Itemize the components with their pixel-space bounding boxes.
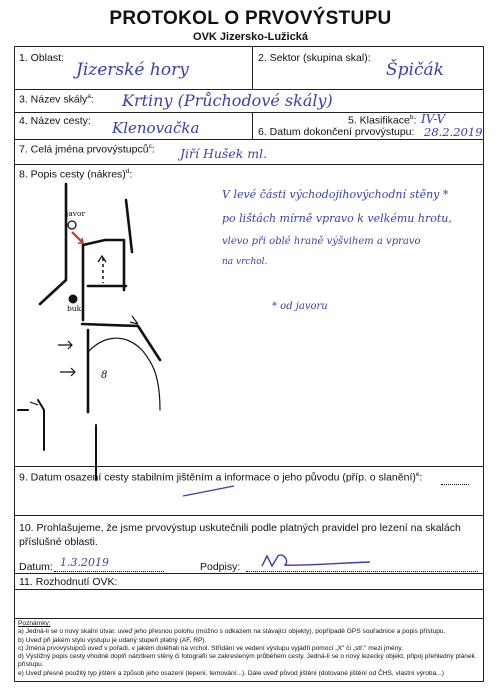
klasifikace-value[interactable]: IV-V bbox=[421, 112, 446, 126]
datum-dokonceni-value[interactable]: 28.2.2019 bbox=[424, 125, 483, 139]
sketch-passage-top bbox=[82, 324, 160, 360]
podpisy-label: Podpisy: bbox=[200, 561, 241, 573]
page-subtitle: OVK Jizersko-Lužická bbox=[193, 31, 308, 43]
jmena-value[interactable]: Jiří Hušek ml. bbox=[180, 146, 268, 161]
sketch-rock-edge bbox=[126, 200, 132, 252]
popis-line-3[interactable]: vlevo při oblé hraně výšvihem a vpravo bbox=[222, 236, 421, 247]
osazeni-label: 9. Datum osazení cesty stabilním jištěním a informace o jeho původu (příp. o slanění)$^e$: bbox=[19, 471, 423, 484]
sketch-rock-outline bbox=[83, 240, 124, 320]
popis-line-4[interactable]: na vrchol. bbox=[222, 257, 268, 267]
sketch-route-arrow bbox=[72, 232, 82, 242]
sektor-value[interactable]: Špičák bbox=[386, 60, 444, 80]
popis-label: 8. Popis cesty (nákres)$^d$: bbox=[19, 168, 133, 181]
sketch-label-javor: javor bbox=[66, 209, 86, 218]
osazeni-dash-mark bbox=[183, 486, 234, 496]
sektor-label: 2. Sektor (skupina skal): bbox=[258, 52, 371, 64]
sketch-arrow bbox=[30, 402, 38, 405]
prohlaseni-text: 10. Prohlašujeme, že jsme prvovýstup uskutečnili podle platných pravidel pro lezení na skalách příslušné oblasti. bbox=[19, 522, 461, 548]
nazev-skaly-label: 3. Název skály$^a$: bbox=[19, 93, 94, 106]
notes-section bbox=[18, 620, 480, 678]
datum-dokonceni-label: 6. Datum dokončení prvovýstupu: bbox=[258, 126, 415, 138]
sketch-left-wall bbox=[40, 184, 66, 304]
datum-value[interactable]: 1.3.2019 bbox=[60, 556, 109, 569]
jmena-label: 7. Celá jména prvovýstupců$^c$: bbox=[19, 143, 155, 156]
tree-icon bbox=[69, 295, 78, 304]
note-item: b) Uveď při jakém stylu výstupu je udaný stupeň platný (AF, RP). bbox=[18, 636, 207, 644]
note-item: c) Jména prvovýstupců uveď v pořadí, v jakém doléhali na vrchol. Střídání ve vedení výstupu vyjádři pomocí „X" či „stř." mezi jmény. bbox=[18, 644, 403, 652]
note-item: a) Jedná-li se o nový skalní útvar, uveď jeho přesnou polohu (možno s odkazem na stávající objekty), popřípadě GPS souřadnice a popis přístupu. bbox=[18, 628, 446, 636]
sketch-arrow bbox=[60, 368, 75, 376]
page-title: PROTOKOL O PRVOVÝSTUPU bbox=[109, 8, 392, 29]
klasifikace-label: 5. Klasifikace$^b$: bbox=[348, 114, 417, 127]
note-item: e) Uveď přesně použitý typ jištění a způsob jeho osazení (lepení, temování...). Dále uveď původ jištění (dotované jištění od ČHS, vlastní výroba...) bbox=[18, 669, 444, 677]
datum-fill-line bbox=[54, 571, 164, 572]
note-item: d) Výstižný popis cesty vhodně doplň náčrtkem stěny či fotografií se zakresleným průběhem cesty. Jedná-li se o nový lezecký objekt, připoj přehledný plánek přístupu. bbox=[18, 653, 475, 669]
ovk-label: 11. Rozhodnutí OVK: bbox=[19, 576, 118, 588]
osazeni-fill-line bbox=[441, 484, 469, 485]
signature-mark bbox=[262, 555, 370, 566]
sketch-label-buk: buk bbox=[67, 304, 82, 313]
nazev-skaly-value[interactable]: Krtiny (Průchodové skály) bbox=[122, 91, 333, 110]
sketch-passage-curve bbox=[88, 338, 160, 410]
tree-icon bbox=[68, 221, 76, 229]
nazev-cesty-value[interactable]: Klenovačka bbox=[112, 119, 200, 137]
sketch-arrow bbox=[130, 316, 138, 324]
sketch-gap-right bbox=[38, 400, 44, 450]
sketch-label-route: 8 bbox=[101, 370, 108, 381]
datum-label: Datum: bbox=[19, 561, 53, 573]
oblast-value[interactable]: Jizerské hory bbox=[76, 60, 189, 80]
oblast-label: 1. Oblast: bbox=[19, 52, 64, 64]
popis-line-1[interactable]: V levé části východojihovýchodní stěny * bbox=[222, 188, 449, 201]
nazev-cesty-label: 4. Název cesty: bbox=[19, 115, 91, 127]
popis-line-2[interactable]: po lištách mírně vpravo k velkému hrotu, bbox=[222, 212, 452, 225]
sketch-arrow bbox=[58, 341, 72, 349]
popis-footnote[interactable]: * od javoru bbox=[272, 301, 328, 312]
podpisy-fill-line bbox=[246, 571, 478, 572]
notes-title: Poznámky: bbox=[18, 620, 51, 627]
